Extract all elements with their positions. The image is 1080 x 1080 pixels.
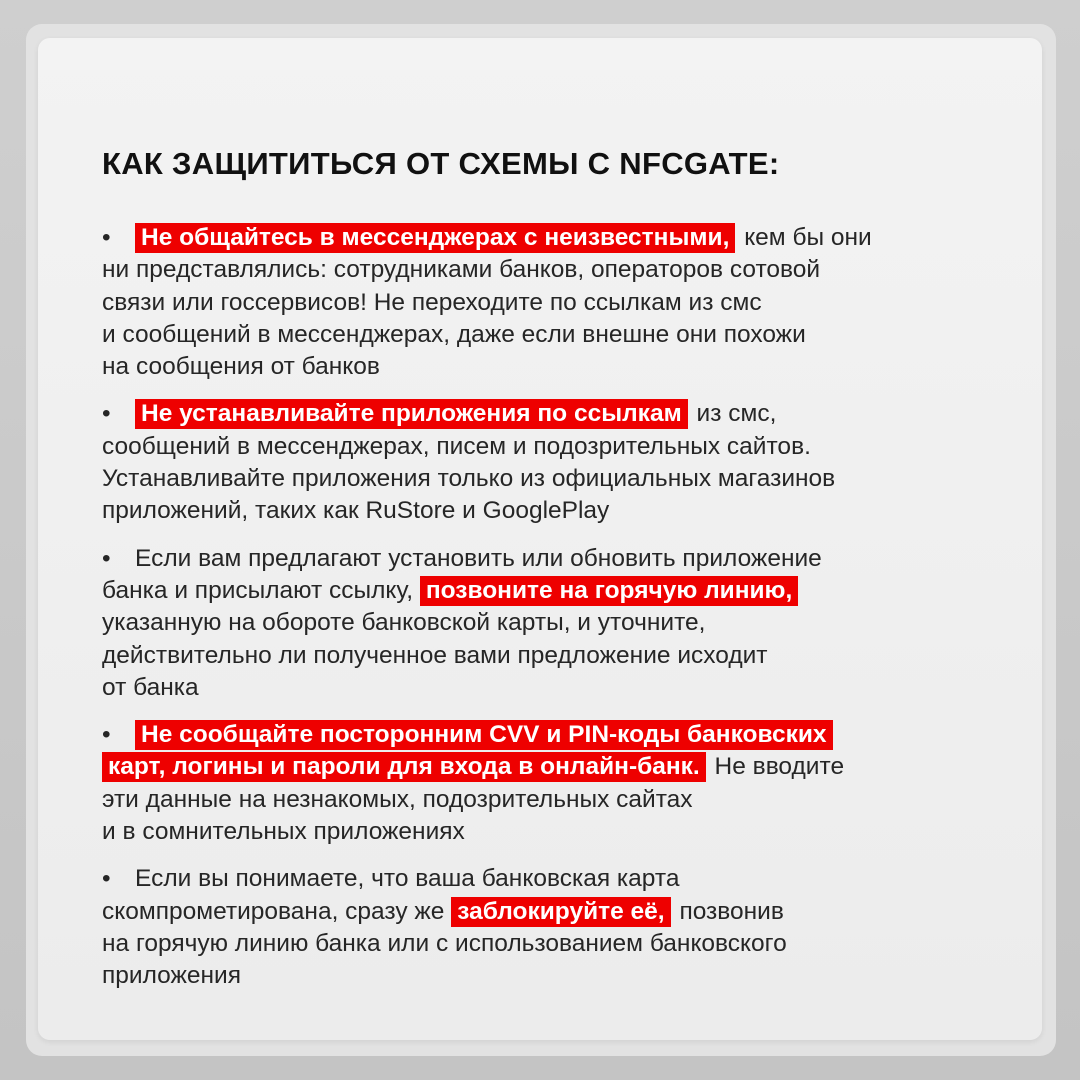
bullet-icon: •	[102, 865, 111, 893]
highlight-text: Не устанавливайте приложения по ссылкам	[135, 399, 688, 429]
bullet-icon: •	[102, 721, 111, 749]
list-item: • Не общайтесь в мессенджерах с неизвестными, кем бы они ни представлялись: сотрудниками банков, операторов сотовой связи или госсервисов! Не переходите по ссылкам из смс и сообщений в мессенджерах, даже если внешне они похожи на сообщения от банков	[102, 224, 872, 381]
bullet-icon: •	[102, 544, 111, 572]
list-item: • Не устанавливайте приложения по ссылкам из смс, сообщений в мессенджерах, писем и подозрительных сайтов. Устанавливайте приложения только из официальных магазинов приложений, таких как RuStore и GooglePlay	[102, 400, 836, 525]
highlight-text: карт, логины и пароли для входа в онлайн-банк.	[102, 752, 706, 782]
highlight-text: позвоните на горячую линию,	[420, 576, 798, 606]
page-title: КАК ЗАЩИТИТЬСЯ ОТ СХЕМЫ С NFCGATE:	[102, 146, 780, 181]
highlight-text: Не общайтесь в мессенджерах с неизвестными,	[135, 223, 735, 253]
list-item: • Если вы понимаете, что ваша банковская карта скомпрометирована, сразу же заблокируйте её, позвонив на горячую линию банка или с использованием банковского приложения	[102, 865, 787, 990]
bullet-icon: •	[102, 224, 111, 251]
list-item: • Если вам предлагают установить или обновить приложение банка и присылают ссылку, позвоните на горячую линию, указанную на обороте банковской карты, и уточните, действительно ли полученное вами предложение исходит от банка	[102, 544, 822, 701]
highlight-text: Не сообщайте посторонним CVV и PIN-коды банковских	[135, 720, 833, 750]
bullet-icon: •	[102, 400, 111, 428]
tips-list	[102, 222, 1007, 1008]
list-item: • Не сообщайте посторонним CVV и PIN-коды банковских карт, логины и пароли для входа в онлайн-банк. Не вводите эти данные на незнакомых, подозрительных сайтах и в сомнительных приложениях	[102, 721, 845, 846]
highlight-text: заблокируйте её,	[451, 897, 670, 927]
